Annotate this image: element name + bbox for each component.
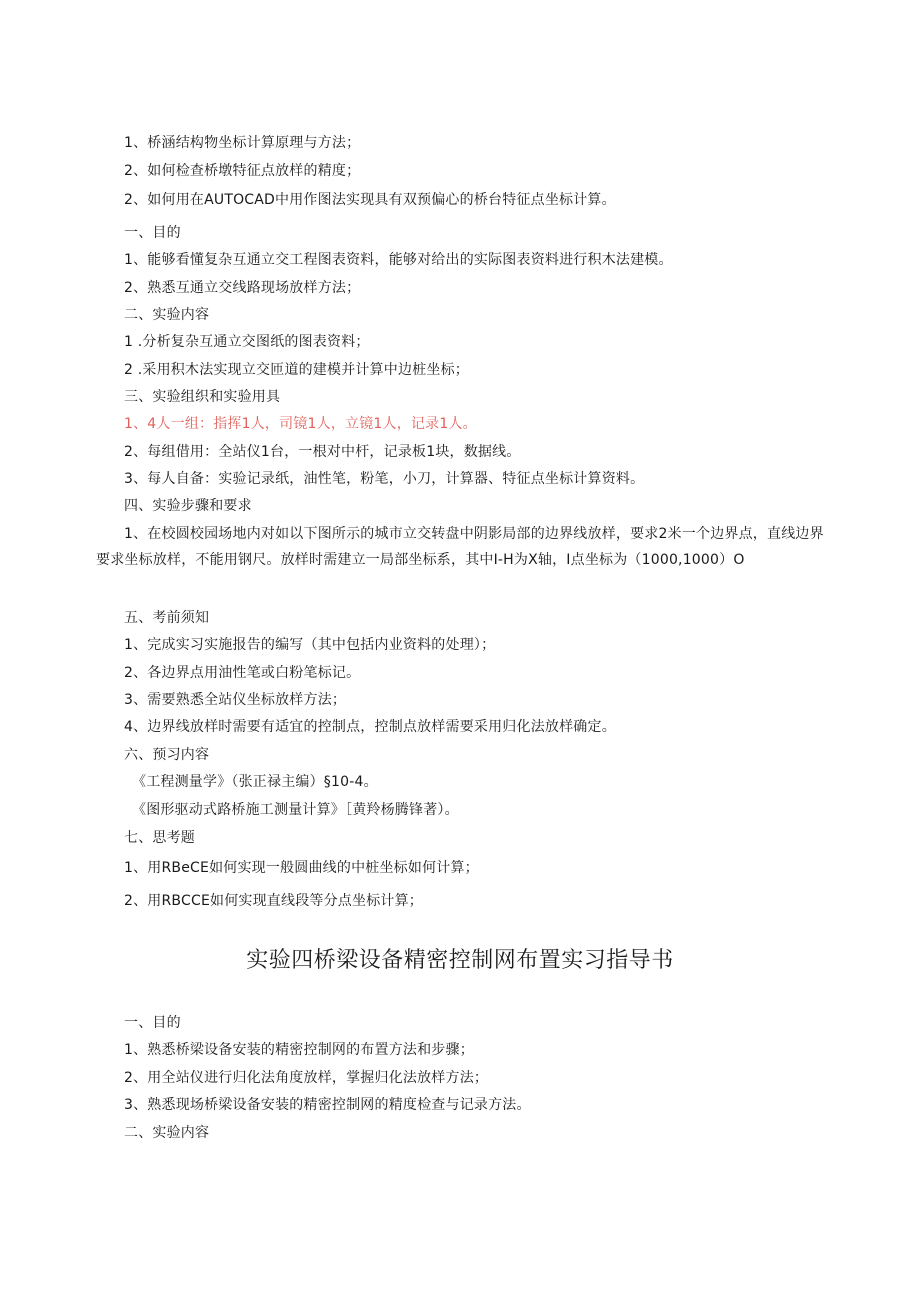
content-heading: 二、实验内容 [124,307,210,323]
preview-item-1: 《工程测量学》（张正禄主编）§10-4。 [132,774,378,790]
notice-item-1: 1、完成实习实施报告的编写（其中包括内业资料的处理）； [124,637,496,653]
organization-heading: 三、实验组织和实验用具 [124,389,281,405]
steps-paragraph: 1、在校圆校园场地内对如以下图所示的城市立交转盘中阴影局部的边界线放样，要求2米一个边界点，直线边界要求坐标放样，不能用钢尺。放样时需建立一局部坐标系，其中I-H为X轴，I点坐标为（1000,1000）O [96,526,824,568]
prev-item-3: 2、如何用在AUTOCAD中用作图法实现具有双预偏心的桥台特征点坐标计算。 [124,192,616,208]
exp4-content-heading: 二、实验内容 [124,1125,210,1141]
exp4-objective-item-1: 1、熟悉桥梁设备安装的精密控制网的布置方法和步骤； [124,1042,474,1058]
exp4-objective-heading: 一、目的 [124,1015,181,1031]
organization-item-2: 2、每组借用：全站仪1台，一根对中杆，记录板1块，数据线。 [124,444,521,460]
objective-item-2: 2、熟悉互通立交线路现场放样方法； [124,280,361,296]
questions-heading: 七、思考题 [124,830,195,846]
questions-item-2: 2、用RBCCE如何实现直线段等分点坐标计算； [124,893,423,909]
exp4-objective-item-3: 3、熟悉现场桥梁设备安装的精密控制网的精度检查与记录方法。 [124,1097,531,1113]
objective-heading: 一、目的 [124,225,181,241]
preview-item-2: 《图形驱动式路桥施工测量计算》［黄羚杨腾锋著）。 [132,802,459,818]
objective-item-1: 1、能够看懂复杂互通立交工程图表资料，能够对给出的实际图表资料进行积木法建模。 [124,252,673,268]
notice-item-4: 4、边界线放样时需要有适宜的控制点，控制点放样需要采用归化法放样确定。 [124,719,616,735]
notice-item-2: 2、各边界点用油性笔或白粉笔标记。 [124,665,361,681]
notice-item-3: 3、需要熟悉全站仪坐标放样方法； [124,692,347,708]
content-item-2: 2 .采用积木法实现立交匝道的建模并计算中边桩坐标； [124,362,470,378]
organization-item-1: 1、4人一组：指挥1人，司镜1人，立镜1人，记录1人。 [124,416,477,432]
steps-heading: 四、实验步骤和要求 [124,498,252,514]
preview-heading: 六、预习内容 [124,747,210,763]
organization-item-3: 3、每人自备：实验记录纸，油性笔，粉笔，小刀，计算器、特征点坐标计算资料。 [124,471,645,487]
prev-item-1: 1、桥涵结构物坐标计算原理与方法； [124,135,361,151]
exp4-objective-item-2: 2、用全站仪进行归化法角度放样，掌握归化法放样方法； [124,1070,489,1086]
experiment4-title: 实验四桥梁设备精密控制网布置实习指导书 [246,948,674,973]
notice-heading: 五、考前须知 [124,610,210,626]
prev-item-2: 2、如何检查桥墩特征点放样的精度； [124,163,361,179]
content-item-1: 1 .分析复杂互通立交图纸的图表资料； [124,334,370,350]
questions-item-1: 1、用RBeCE如何实现一般圆曲线的中桩坐标如何计算； [124,860,479,876]
